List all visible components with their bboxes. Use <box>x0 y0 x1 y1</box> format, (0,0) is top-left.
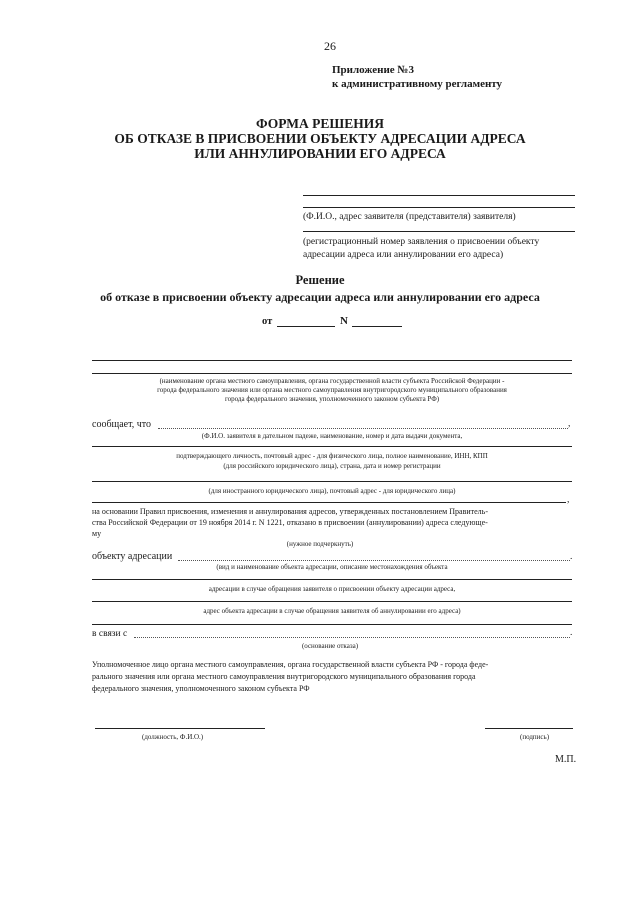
decision-number-line <box>352 326 402 327</box>
registration-number-line <box>303 231 575 232</box>
appendix-line-2: к административному регламенту <box>332 78 503 90</box>
signature-line <box>485 728 573 729</box>
basis-line-1: на основании Правил присвоения, изменения и аннулирования адресов, утвержденных постановлением Правитель- <box>92 507 488 516</box>
object-line-2 <box>92 579 572 580</box>
form-title-line-2: ОБ ОТКАЗЕ В ПРИСВОЕНИИ ОБЪЕКТУ АДРЕСАЦИИ АДРЕСА <box>114 131 526 146</box>
object-line-4 <box>92 624 572 625</box>
object-caption-1: (вид и наименование объекта адресации, описание местонахождения объекта <box>216 563 448 571</box>
informs-comma-2: , <box>567 495 570 505</box>
object-label: объекту адресации <box>92 551 173 562</box>
applicant-line-1 <box>303 195 575 196</box>
object-caption-3: адрес объекта адресации в случае обращения заявителя об аннулировании его адреса) <box>203 607 461 615</box>
informs-line <box>158 428 568 429</box>
number-label: N <box>340 315 348 327</box>
informs-label: сообщает, что <box>92 419 151 430</box>
authority-line-2 <box>92 373 572 374</box>
authorized-line-3: федерального значения, уполномоченного законом субъекта РФ <box>92 684 310 693</box>
object-line <box>178 560 570 561</box>
object-line-3 <box>92 601 572 602</box>
registration-caption-line-2: адресации адреса или аннулировании его адреса) <box>303 250 504 260</box>
decision-date-line <box>277 326 335 327</box>
informs-comma: , <box>568 419 571 429</box>
authority-caption-line-3: города федерального значения, уполномоченного законом субъекта РФ) <box>224 395 440 403</box>
informs-caption-4: (для иностранного юридического лица), почтовый адрес - для юридического лица) <box>208 487 456 495</box>
object-dot: . <box>570 552 573 562</box>
basis-line-2: ства Российской Федерации от 19 ноября 2014 г. N 1221, отказано в присвоении (аннулировании) адреса следующе- <box>92 518 488 527</box>
form-title-line-3: ИЛИ АННУЛИРОВАНИИ ЕГО АДРЕСА <box>194 146 446 161</box>
authority-caption-line-2: города федерального значения или органа местного самоуправления внутригородского муниципального образования <box>157 386 507 394</box>
informs-line-4 <box>92 502 566 503</box>
authorized-line-1: Уполномоченное лицо органа местного самоуправления, органа государственной власти субъекта РФ - города феде- <box>92 660 489 669</box>
reason-line <box>134 637 570 638</box>
applicant-line-2 <box>303 207 575 208</box>
underline-note: (нужное подчеркнуть) <box>286 540 354 548</box>
reason-dot: . <box>570 628 573 638</box>
reason-label: в связи с <box>92 629 128 639</box>
appendix-line-1: Приложение №3 <box>332 64 414 76</box>
informs-caption-1: (Ф.И.О. заявителя в дательном падеже, наименование, номер и дата выдачи документа, <box>201 432 463 440</box>
registration-caption-line-1: (регистрационный номер заявления о присвоении объекту <box>303 237 540 247</box>
authorized-line-2: рального значения или органа местного самоуправления внутригородского муниципального образования города <box>92 672 476 681</box>
object-caption-2: адресации в случае обращения заявителя о присвоении объекту адресации адреса, <box>208 585 456 593</box>
informs-line-3 <box>92 481 572 482</box>
form-title-line-1: ФОРМА РЕШЕНИЯ <box>256 116 384 131</box>
informs-caption-3: (для российского юридического лица), страна, дата и номер регистрации <box>223 462 441 470</box>
signature-caption: (подпись) <box>520 733 550 741</box>
decision-heading: Решение <box>295 273 345 287</box>
applicant-fio-caption: (Ф.И.О., адрес заявителя (представителя) заявителя) <box>303 212 516 222</box>
stamp-label: М.П. <box>555 754 577 765</box>
page-number: 26 <box>324 39 336 53</box>
decision-subheading: об отказе в присвоении объекту адресации адреса или аннулировании его адреса <box>100 290 540 304</box>
position-caption: (должность, Ф.И.О.) <box>142 733 204 741</box>
authority-caption-line-1: (наименование органа местного самоуправления, органа государственной власти субъекта Российской Федерации - <box>159 377 505 385</box>
basis-line-3: му <box>92 529 102 538</box>
informs-caption-2: подтверждающего личность, почтовый адрес - для физического лица, полное наименование, ИНН, КПП <box>176 452 488 460</box>
position-line <box>95 728 265 729</box>
from-label: от <box>262 316 273 327</box>
reason-caption: (основание отказа) <box>301 642 359 650</box>
authority-line-1 <box>92 360 572 361</box>
informs-line-2 <box>92 446 572 447</box>
